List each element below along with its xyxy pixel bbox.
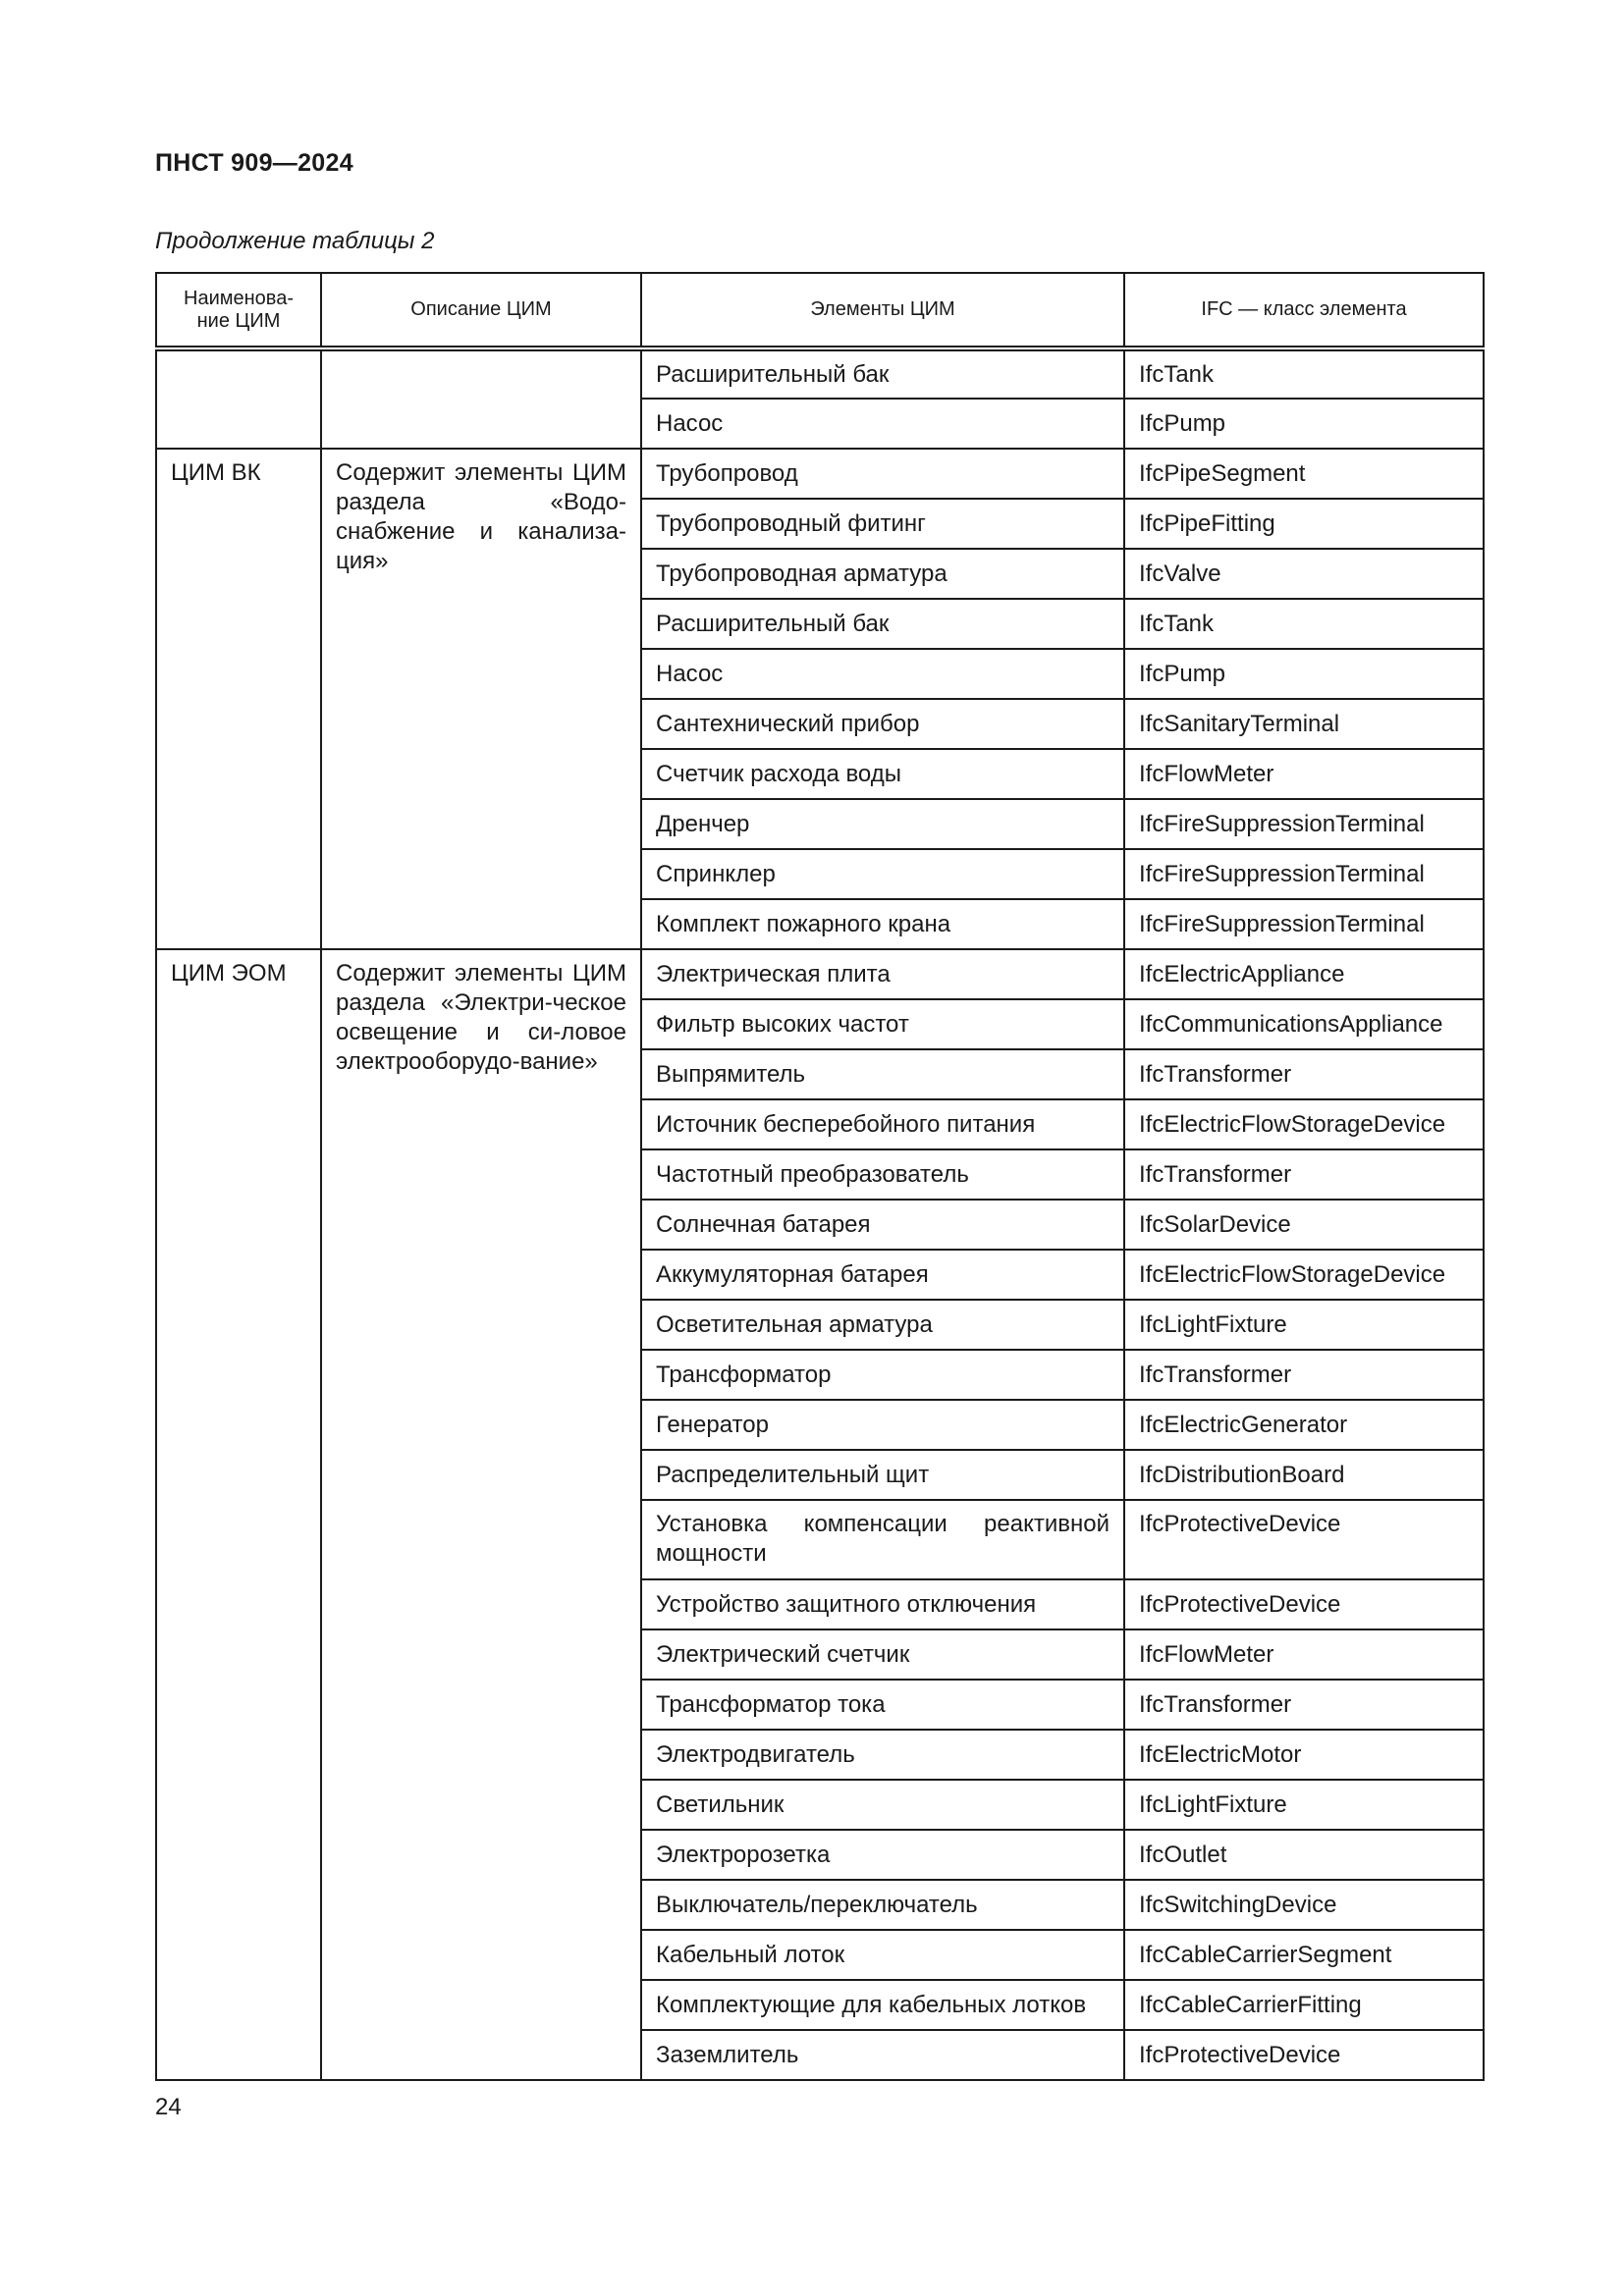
- ifc-class-cell: IfcElectricAppliance: [1124, 949, 1484, 999]
- element-cell: Фильтр высоких частот: [641, 999, 1124, 1049]
- element-cell: Устройство защитного отключения: [641, 1579, 1124, 1629]
- page-number: 24: [155, 2094, 182, 2120]
- bim-model-name-cell: ЦИМ ЭОМ: [156, 949, 321, 2080]
- ifc-class-cell: IfcValve: [1124, 549, 1484, 599]
- ifc-class-cell: IfcTank: [1124, 348, 1484, 399]
- ifc-class-cell: IfcTank: [1124, 599, 1484, 649]
- ifc-class-cell: IfcLightFixture: [1124, 1300, 1484, 1350]
- bim-model-description-cell: [321, 348, 641, 449]
- bim-elements-table: [155, 272, 1485, 2081]
- ifc-class-cell: IfcFireSuppressionTerminal: [1124, 899, 1484, 949]
- table-row: [156, 449, 1484, 499]
- element-cell: Генератор: [641, 1400, 1124, 1450]
- element-cell: Расширительный бак: [641, 348, 1124, 399]
- ifc-class-cell: IfcLightFixture: [1124, 1780, 1484, 1830]
- ifc-class-cell: IfcSwitchingDevice: [1124, 1880, 1484, 1930]
- element-cell: Солнечная батарея: [641, 1200, 1124, 1250]
- element-cell: Электродвигатель: [641, 1730, 1124, 1780]
- element-cell: Насос: [641, 399, 1124, 449]
- table-row: [156, 949, 1484, 999]
- element-cell: Трансформатор тока: [641, 1680, 1124, 1730]
- ifc-class-cell: IfcTransformer: [1124, 1350, 1484, 1400]
- element-cell: Осветительная арматура: [641, 1300, 1124, 1350]
- table-header: [156, 273, 1484, 348]
- header-row: [156, 273, 1484, 348]
- column-header-description: Описание ЦИМ: [321, 273, 641, 348]
- element-cell: Аккумуляторная батарея: [641, 1250, 1124, 1300]
- ifc-class-cell: IfcProtectiveDevice: [1124, 2030, 1484, 2080]
- element-cell: Кабельный лоток: [641, 1930, 1124, 1980]
- column-header-ifc-class: IFC — класс элемента: [1124, 273, 1484, 348]
- ifc-class-cell: IfcProtectiveDevice: [1124, 1579, 1484, 1629]
- element-cell: Выключатель/переключатель: [641, 1880, 1124, 1930]
- ifc-class-cell: IfcSolarDevice: [1124, 1200, 1484, 1250]
- ifc-class-cell: IfcFlowMeter: [1124, 1629, 1484, 1680]
- bim-model-description-cell: Содержит элементы ЦИМ раздела «Электри-ческое освещение и си-ловое электрооборудо-вание»: [321, 949, 641, 2080]
- element-cell: Комплектующие для кабельных лотков: [641, 1980, 1124, 2030]
- ifc-class-cell: IfcPipeFitting: [1124, 499, 1484, 549]
- ifc-class-cell: IfcCableCarrierSegment: [1124, 1930, 1484, 1980]
- ifc-class-cell: IfcElectricGenerator: [1124, 1400, 1484, 1450]
- element-cell: Насос: [641, 649, 1124, 699]
- bim-model-description-cell: Содержит элементы ЦИМ раздела «Водо-снабжение и канализа-ция»: [321, 449, 641, 949]
- element-cell: Электрическая плита: [641, 949, 1124, 999]
- table-continuation-caption: Продолжение таблицы 2: [155, 228, 435, 254]
- ifc-class-cell: IfcCableCarrierFitting: [1124, 1980, 1484, 2030]
- bim-model-name-cell: [156, 348, 321, 449]
- ifc-class-cell: IfcPipeSegment: [1124, 449, 1484, 499]
- element-cell: Комплект пожарного крана: [641, 899, 1124, 949]
- element-cell: Сантехнический прибор: [641, 699, 1124, 749]
- table-row: [156, 348, 1484, 399]
- ifc-class-cell: IfcPump: [1124, 399, 1484, 449]
- element-cell: Заземлитель: [641, 2030, 1124, 2080]
- element-cell: Расширительный бак: [641, 599, 1124, 649]
- ifc-class-cell: IfcOutlet: [1124, 1830, 1484, 1880]
- ifc-class-cell: IfcDistributionBoard: [1124, 1450, 1484, 1500]
- element-cell: Светильник: [641, 1780, 1124, 1830]
- ifc-class-cell: IfcTransformer: [1124, 1049, 1484, 1099]
- element-cell: Трубопроводный фитинг: [641, 499, 1124, 549]
- column-header-elements: Элементы ЦИМ: [641, 273, 1124, 348]
- table-body: [156, 348, 1484, 2080]
- element-cell: Электророзетка: [641, 1830, 1124, 1880]
- element-cell: Распределительный щит: [641, 1450, 1124, 1500]
- element-cell: Дренчер: [641, 799, 1124, 849]
- element-cell: Спринклер: [641, 849, 1124, 899]
- ifc-class-cell: IfcFireSuppressionTerminal: [1124, 799, 1484, 849]
- ifc-class-cell: IfcFireSuppressionTerminal: [1124, 849, 1484, 899]
- bim-model-name-cell: ЦИМ ВК: [156, 449, 321, 949]
- element-cell: Трубопроводная арматура: [641, 549, 1124, 599]
- ifc-class-cell: IfcElectricFlowStorageDevice: [1124, 1250, 1484, 1300]
- element-cell: Счетчик расхода воды: [641, 749, 1124, 799]
- ifc-class-cell: IfcCommunicationsAppliance: [1124, 999, 1484, 1049]
- column-header-name: [156, 273, 321, 348]
- ifc-class-cell: IfcProtectiveDevice: [1124, 1500, 1484, 1579]
- ifc-class-cell: IfcElectricFlowStorageDevice: [1124, 1099, 1484, 1149]
- ifc-class-cell: IfcTransformer: [1124, 1149, 1484, 1200]
- document-code: ПНСТ 909—2024: [155, 149, 353, 177]
- ifc-class-cell: IfcFlowMeter: [1124, 749, 1484, 799]
- ifc-class-cell: IfcSanitaryTerminal: [1124, 699, 1484, 749]
- element-cell: Источник бесперебойного питания: [641, 1099, 1124, 1149]
- element-cell: Электрический счетчик: [641, 1629, 1124, 1680]
- element-cell: Трубопровод: [641, 449, 1124, 499]
- element-cell: Частотный преобразователь: [641, 1149, 1124, 1200]
- element-cell: Трансформатор: [641, 1350, 1124, 1400]
- ifc-class-cell: IfcPump: [1124, 649, 1484, 699]
- element-cell: Выпрямитель: [641, 1049, 1124, 1099]
- ifc-class-cell: IfcTransformer: [1124, 1680, 1484, 1730]
- column-header-name-text: Наименова- ние ЦИМ: [184, 287, 294, 332]
- element-cell: Установка компенсации реактивной мощности: [641, 1500, 1124, 1579]
- ifc-class-cell: IfcElectricMotor: [1124, 1730, 1484, 1780]
